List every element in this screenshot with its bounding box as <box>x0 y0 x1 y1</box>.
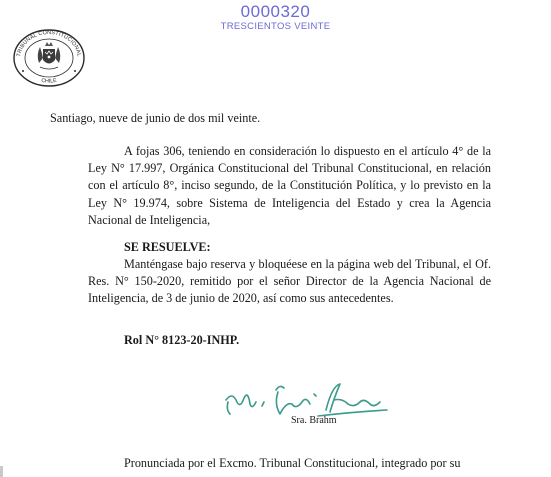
considerations-paragraph <box>88 143 491 229</box>
stamp-number: 0000320 <box>240 2 311 21</box>
resolution-paragraph <box>88 256 491 308</box>
closing-paragraph <box>88 455 491 472</box>
stamp-number-words: TRESCIENTOS VEINTE <box>220 21 331 32</box>
closing-text: Pronunciada por el Excmo. Tribunal Constitucional, integrado por su <box>124 456 461 470</box>
page-edge-mark <box>0 466 3 477</box>
svg-text:TRIBUNAL CONSTITUCIONAL: TRIBUNAL CONSTITUCIONAL <box>16 29 82 58</box>
svg-text:CHILE: CHILE <box>40 77 58 85</box>
case-number: Rol N° 8123-20-INHP. <box>124 333 240 347</box>
resolution-text: Manténgase bajo reserva y bloquéese en la página web del Tribunal, el Of. Res. N° 150-2020, remitido por el señor Director de la Agencia Nacional de Inteligencia, de 3 de junio de 2020, así como sus antecedentes. <box>88 257 491 306</box>
date-line: Santiago, nueve de junio de dos mil veinte. <box>50 111 261 125</box>
signer-name: Sra. Brahm <box>291 415 337 426</box>
considerations-text: A fojas 306, teniendo en consideración lo dispuesto en el artículo 4° de la Ley N° 17.997, Orgánica Constitucional del Tribunal Constitucional, en relación con el artículo 8°, inciso segundo, de la Constitución Política, y lo previsto en la Ley N° 19.974, sobre Sistema de Inteligencia del Estado y crea la Agencia Nacional de Inteligencia, <box>88 144 491 227</box>
resolution-heading: SE RESUELVE: <box>124 240 211 254</box>
